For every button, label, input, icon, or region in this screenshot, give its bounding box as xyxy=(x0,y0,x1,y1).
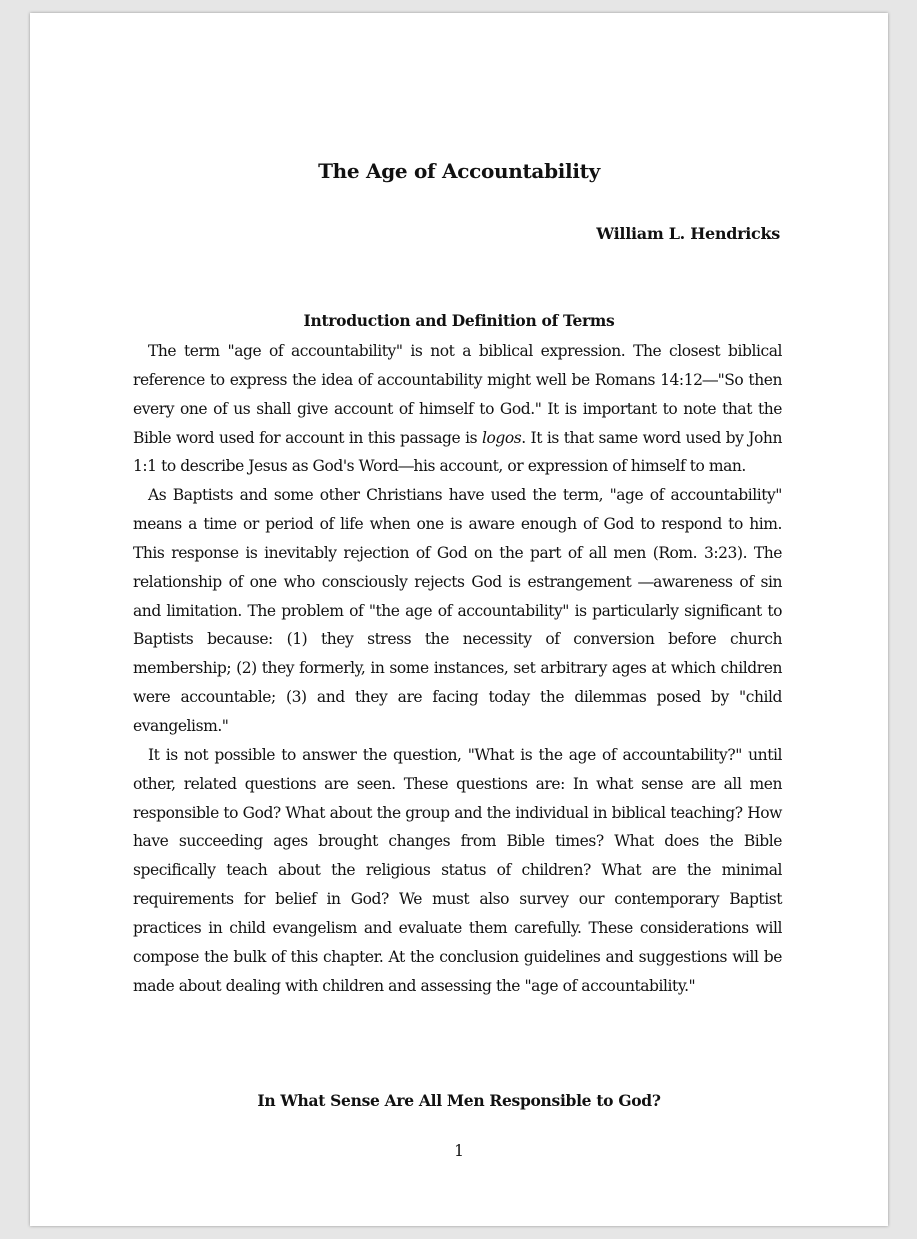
document-title: The Age of Accountability xyxy=(318,159,600,183)
paragraph-1-text-before: The term "age of accountability" is not a biblical expression. The closest biblical reference to express the idea of accountability might well be Romans 14:12―"So then every one of us shall give account of himself to God." It is important to note that the Bible word used for account in this passage is xyxy=(133,342,782,447)
document-body xyxy=(133,337,782,1000)
section-heading-responsibility: In What Sense Are All Men Responsible to God? xyxy=(257,1091,661,1110)
paragraph-1-text-after: . It is that same word used by John 1:1 to describe Jesus as God's Word―his account, or expression of himself to man. xyxy=(133,428,782,476)
paragraph-3: It is not possible to answer the question, "What is the age of accountability?" until other, related questions are seen. These questions are: In what sense are all men responsible to God? What about the group and the individual in biblical teaching? How have succeeding ages brought changes from Bible times? What does the Bible specifically teach about the religious status of children? What are the minimal requirements for belief in God? We must also survey our contemporary Baptist practices in child evangelism and evaluate them carefully. These considerations will compose the bulk of this chapter. At the conclusion guidelines and suggestions will be made about dealing with children and assessing the "age of accountability." xyxy=(133,745,782,995)
page-number: 1 xyxy=(454,1142,464,1160)
paragraph-1 xyxy=(133,337,782,481)
paragraph-1-emphasis: logos xyxy=(481,428,522,447)
paragraph-2: As Baptists and some other Christians have used the term, "age of accountability" means a time or period of life when one is aware enough of God to respond to him. This response is inevitably rejection of God on the part of all men (Rom. 3:23). The relationship of one who consciously rejects God is estrangement ―awareness of sin and limitation. The problem of "the age of accountability" is particularly significant to Baptists because: (1) they stress the necessity of conversion before church membership; (2) they formerly, in some instances, set arbitrary ages at which children were accountable; (3) and they are facing today the dilemmas posed by "child evangelism." xyxy=(133,486,782,735)
section-heading-introduction: Introduction and Definition of Terms xyxy=(303,311,615,330)
document-page xyxy=(30,13,888,1226)
document-author: William L. Hendricks xyxy=(596,224,780,243)
